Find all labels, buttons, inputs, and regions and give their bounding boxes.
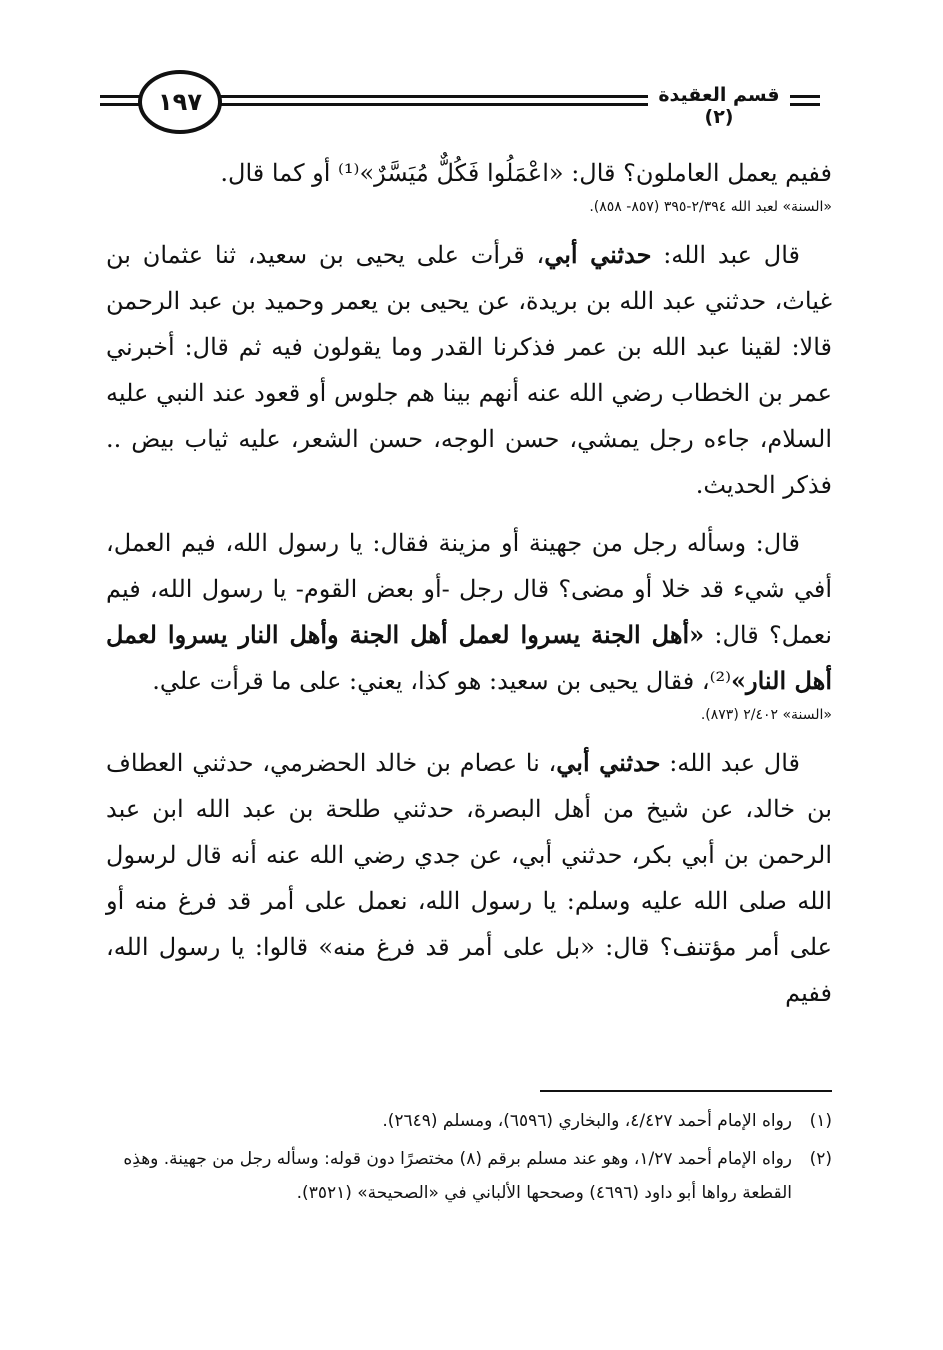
main-text xyxy=(106,150,832,1016)
footnote-2 xyxy=(106,1142,832,1210)
source-citation: «السنة» ٢/٤٠٢ (٨٧٣). xyxy=(700,707,832,723)
footnote-1 xyxy=(106,1104,832,1138)
page-header xyxy=(100,74,820,134)
paragraph-lead: قال عبد الله: xyxy=(651,241,800,269)
footnote-text: رواه الإمام أحمد ١/٢٧، وهو عند مسلم برقم (٨) مختصرًا دون قوله: وسأله رجل من جهينة. وهذِه القطعة رواها أبو داود (٤٦٩٦) وصححها الألباني في «الصحيحة» (٣٥٢١). xyxy=(123,1149,792,1203)
paragraph-lead: قال عبد الله: xyxy=(660,749,800,777)
paragraph-bold: حدثني أبي xyxy=(556,748,661,777)
paragraph-text: ففيم يعمل العاملون؟ قال: «اعْمَلُوا فَكُلٌّ مُيَسَّرٌ»⁽¹⁾ أو كما قال. xyxy=(220,159,832,187)
header-rule xyxy=(790,103,820,106)
source-citation: «السنة» لعبد الله ٢/٣٩٤-٣٩٥ (٨٥٧- ٨٥٨). xyxy=(589,199,832,215)
paragraph-bold: حدثني أبي xyxy=(544,240,652,269)
paragraph-1 xyxy=(106,150,832,196)
footnote-text: رواه الإمام أحمد ٤/٤٢٧، والبخاري (٦٥٩٦)، ومسلم (٢٦٤٩). xyxy=(382,1111,792,1131)
paragraph-2 xyxy=(106,232,832,508)
paragraph-text: ⁽²⁾، فقال يحيى بن سعيد: هو كذا، يعني: على ما قرأت علي. xyxy=(152,667,732,695)
footnotes xyxy=(106,1104,832,1214)
page-number: ١٩٧ xyxy=(138,70,222,134)
paragraph-lead: قال: وسأله رجل من جهينة أو مزينة فقال: يا رسول الله، فيم العمل، أفي شيء قد خلا أو مضى؟ قال رجل -أو بعض القوم- يا رسول الله، فيم نعمل؟ قال: xyxy=(106,529,832,649)
paragraph-text: ، قرأت على يحيى بن سعيد، ثنا عثمان بن غياث، حدثني عبد الله بن بريدة، عن يحيى بن يعمر وحميد بن عبد الرحمن قالا: لقينا عبد الله بن عمر فذكرنا القدر وما يقولون فيه ثم قال: أخبرني عمر بن الخطاب رضي الله عنه أنهم بينا هم جلوس أو قعود عند النبي عليه السلام، جاءه رجل يمشي، حسن الوجه، حسن الشعر، عليه ثياب بيض .. فذكر الحديث. xyxy=(106,241,833,499)
header-rule xyxy=(790,95,820,98)
paragraph-text: ، نا عصام بن خالد الحضرمي، حدثني العطاف بن خالد، عن شيخ من أهل البصرة، حدثني طلحة بن عبد الله ابن عبد الرحمن بن أبي بكر، حدثني أبي، عن جدي رضي الله عنه أنه قال لرسول الله صلى الله عليه وسلم: يا رسول الله، نعمل على أمر قد فرغ منه أو على أمر مؤتنف؟ قال: «بل على أمر قد فرغ منه» قالوا: يا رسول الله، ففيم xyxy=(106,749,833,1007)
paragraph-3 xyxy=(106,520,832,704)
footnote-divider xyxy=(540,1090,832,1092)
footnote-number: (٢) xyxy=(809,1149,832,1169)
paragraph-4 xyxy=(106,740,832,1016)
footnote-number: (١) xyxy=(809,1111,832,1131)
paragraph-bold: «أهل الجنة يسروا لعمل أهل الجنة وأهل النار يسروا لعمل أهل النار» xyxy=(106,620,832,695)
section-title: قسم العقيدة (٢) xyxy=(648,84,790,128)
